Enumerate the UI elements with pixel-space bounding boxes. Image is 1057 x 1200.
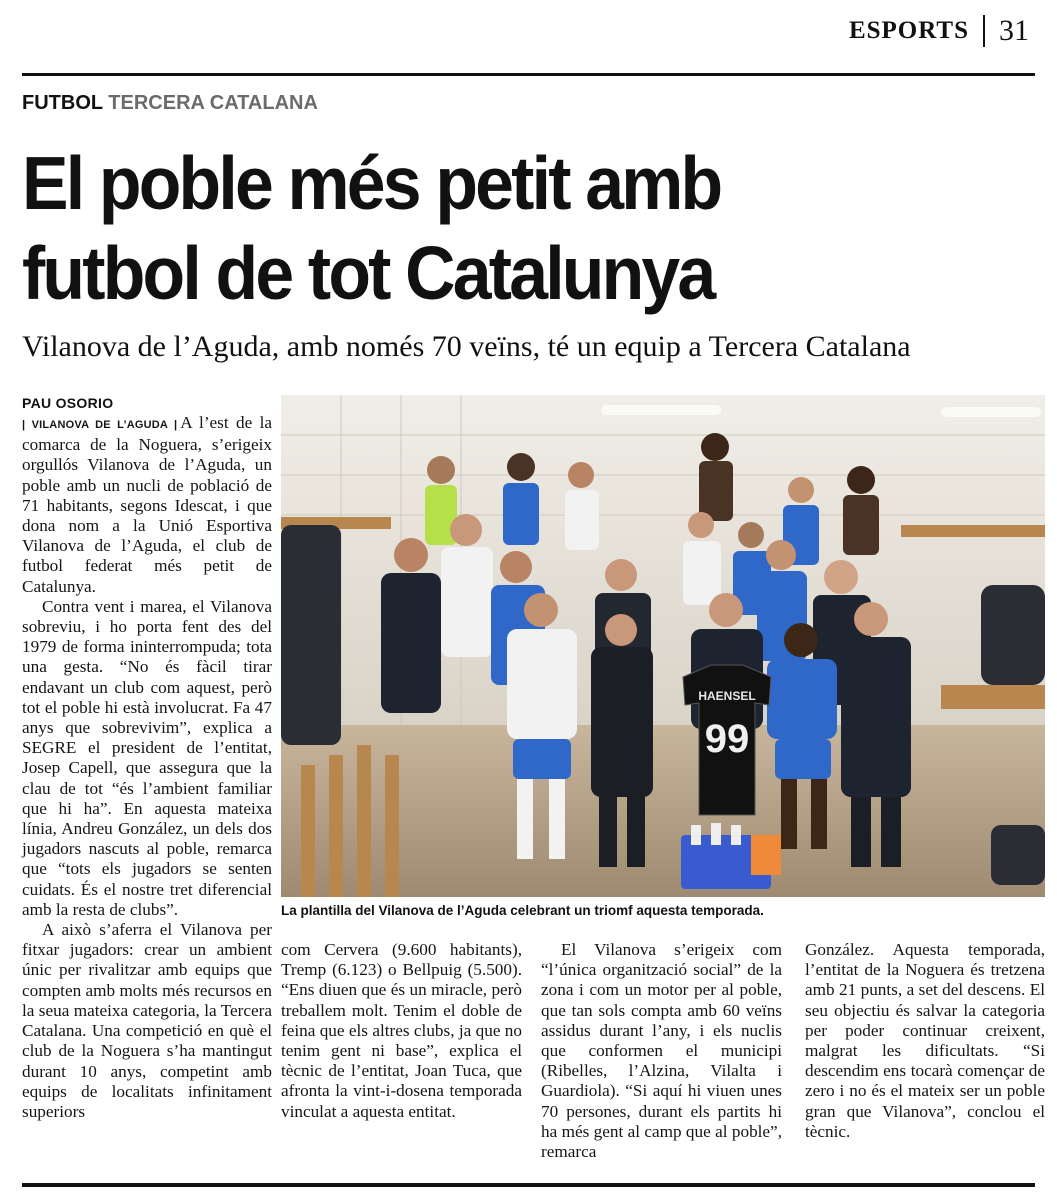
- header-separator: [983, 15, 985, 47]
- team-photo: [281, 395, 1045, 897]
- kicker-sport: FUTBOL: [22, 92, 103, 114]
- bench: [941, 685, 1045, 709]
- paragraph-4: com Cervera (9.600 habitants), Tremp (6.123) o Bellpuig (5.500). “Ens diuen que és un miracle, però treballem molt. Tenim el doble de feina que els altres clubs, ja que no tenim gent ni base”, explica el tècnic de l’entitat, Joan Tuca, que afronta la vint-i-dosena temporada vinculat a aquesta entitat.: [281, 940, 522, 1121]
- team-photo-illustration: [281, 395, 1045, 897]
- headline-line-2: futbol de tot Catalunya: [22, 231, 714, 315]
- top-rule: [22, 73, 1035, 76]
- jersey-name: HAENSEL: [698, 689, 756, 703]
- byline: PAU OSORIO: [22, 395, 114, 411]
- coat-rail: [901, 525, 1045, 537]
- article-column-3: [541, 940, 782, 1162]
- paragraph-6: González. Aquesta temporada, l’entitat de la Noguera és tretzena amb 21 punts, a set del descens. El seu objectiu és salvar la categoria per poder continuar creixent, malgrat les dificultats. “Si descendim ens tocarà començar de zero i no és el mateix ser un poble gran que Vilanova”, conclou el tècnic.: [805, 940, 1045, 1141]
- article-column-2: [281, 940, 522, 1122]
- subheadline: Vilanova de l’Aguda, amb només 70 veïns, té un equip a Tercera Catalana: [22, 330, 911, 363]
- article-column-1: [22, 413, 272, 1122]
- ceiling-light: [941, 407, 1041, 417]
- article-column-4: [805, 940, 1045, 1142]
- page-number: 31: [999, 14, 1029, 47]
- bottom-rule: [22, 1183, 1035, 1187]
- page-header: [849, 14, 1029, 48]
- dateline: | VILANOVA DE L’AGUDA |: [22, 419, 178, 431]
- ceiling-light: [601, 405, 721, 415]
- paragraph-3: A això s’aferra el Vilanova per fitxar jugadors: crear un ambient únic per rivalitzar amb equips que compten amb molts més recursos en la seua mateixa categoria, la Tercera Catalana. Una competició en què el club de la Noguera s’ha mantingut durant 10 anys, competint amb equips de localitats infinitament superiors: [22, 920, 272, 1121]
- photo-caption: La plantilla del Vilanova de l’Aguda celebrant un triomf aquesta temporada.: [281, 903, 764, 918]
- kicker-category: TERCERA CATALANA: [108, 92, 318, 114]
- jersey-number: 99: [704, 717, 750, 761]
- paragraph-1: [22, 413, 272, 597]
- section-name: ESPORTS: [848, 17, 969, 44]
- kicker: [22, 92, 318, 115]
- paragraph-2: Contra vent i marea, el Vilanova sobreviu, i ho porta fent des del 1979 de forma ininterrompuda; tota una gesta. “No és fàcil tirar endavant un club com aquest, però tot el poble hi està involucrat. Fa 47 anys que sobrevivim”, explica a SEGRE el president de l’entitat, Josep Capell, que assegura que la clau de tot “és l’ambient familiar que hi ha”. En aquesta mateixa línia, Andreu González, un dels dos jugadors nascuts al poble, remarca que “tots els jugadors se senten cuidats. És el nostre tret diferencial amb la resta de clubs”.: [22, 596, 272, 919]
- paragraph-1-text: A l’est de la comarca de la Noguera, s’erigeix orgullós Vilanova de l’Aguda, un poble amb un nucli de població de 71 habitants, segons Idescat, i que dona nom a la Unió Esportiva Vilanova de l’Aguda, el club de futbol federat més petit de Catalunya.: [22, 413, 273, 596]
- headline-line-1: El poble més petit amb: [22, 141, 721, 225]
- paragraph-5: El Vilanova s’erigeix com “l’única organització social” de la zona i com un motor per al poble, que tan sols compta amb 60 veïns assidus durant l’any, i els nuclis que conformen el municipi (Ribelles, l’Alzina, Vilalta i Guardiola). “Si aquí hi viuen unes 70 persones, durant els partits hi ha més gent al camp que al poble”, remarca: [541, 940, 782, 1162]
- headline: [22, 138, 971, 318]
